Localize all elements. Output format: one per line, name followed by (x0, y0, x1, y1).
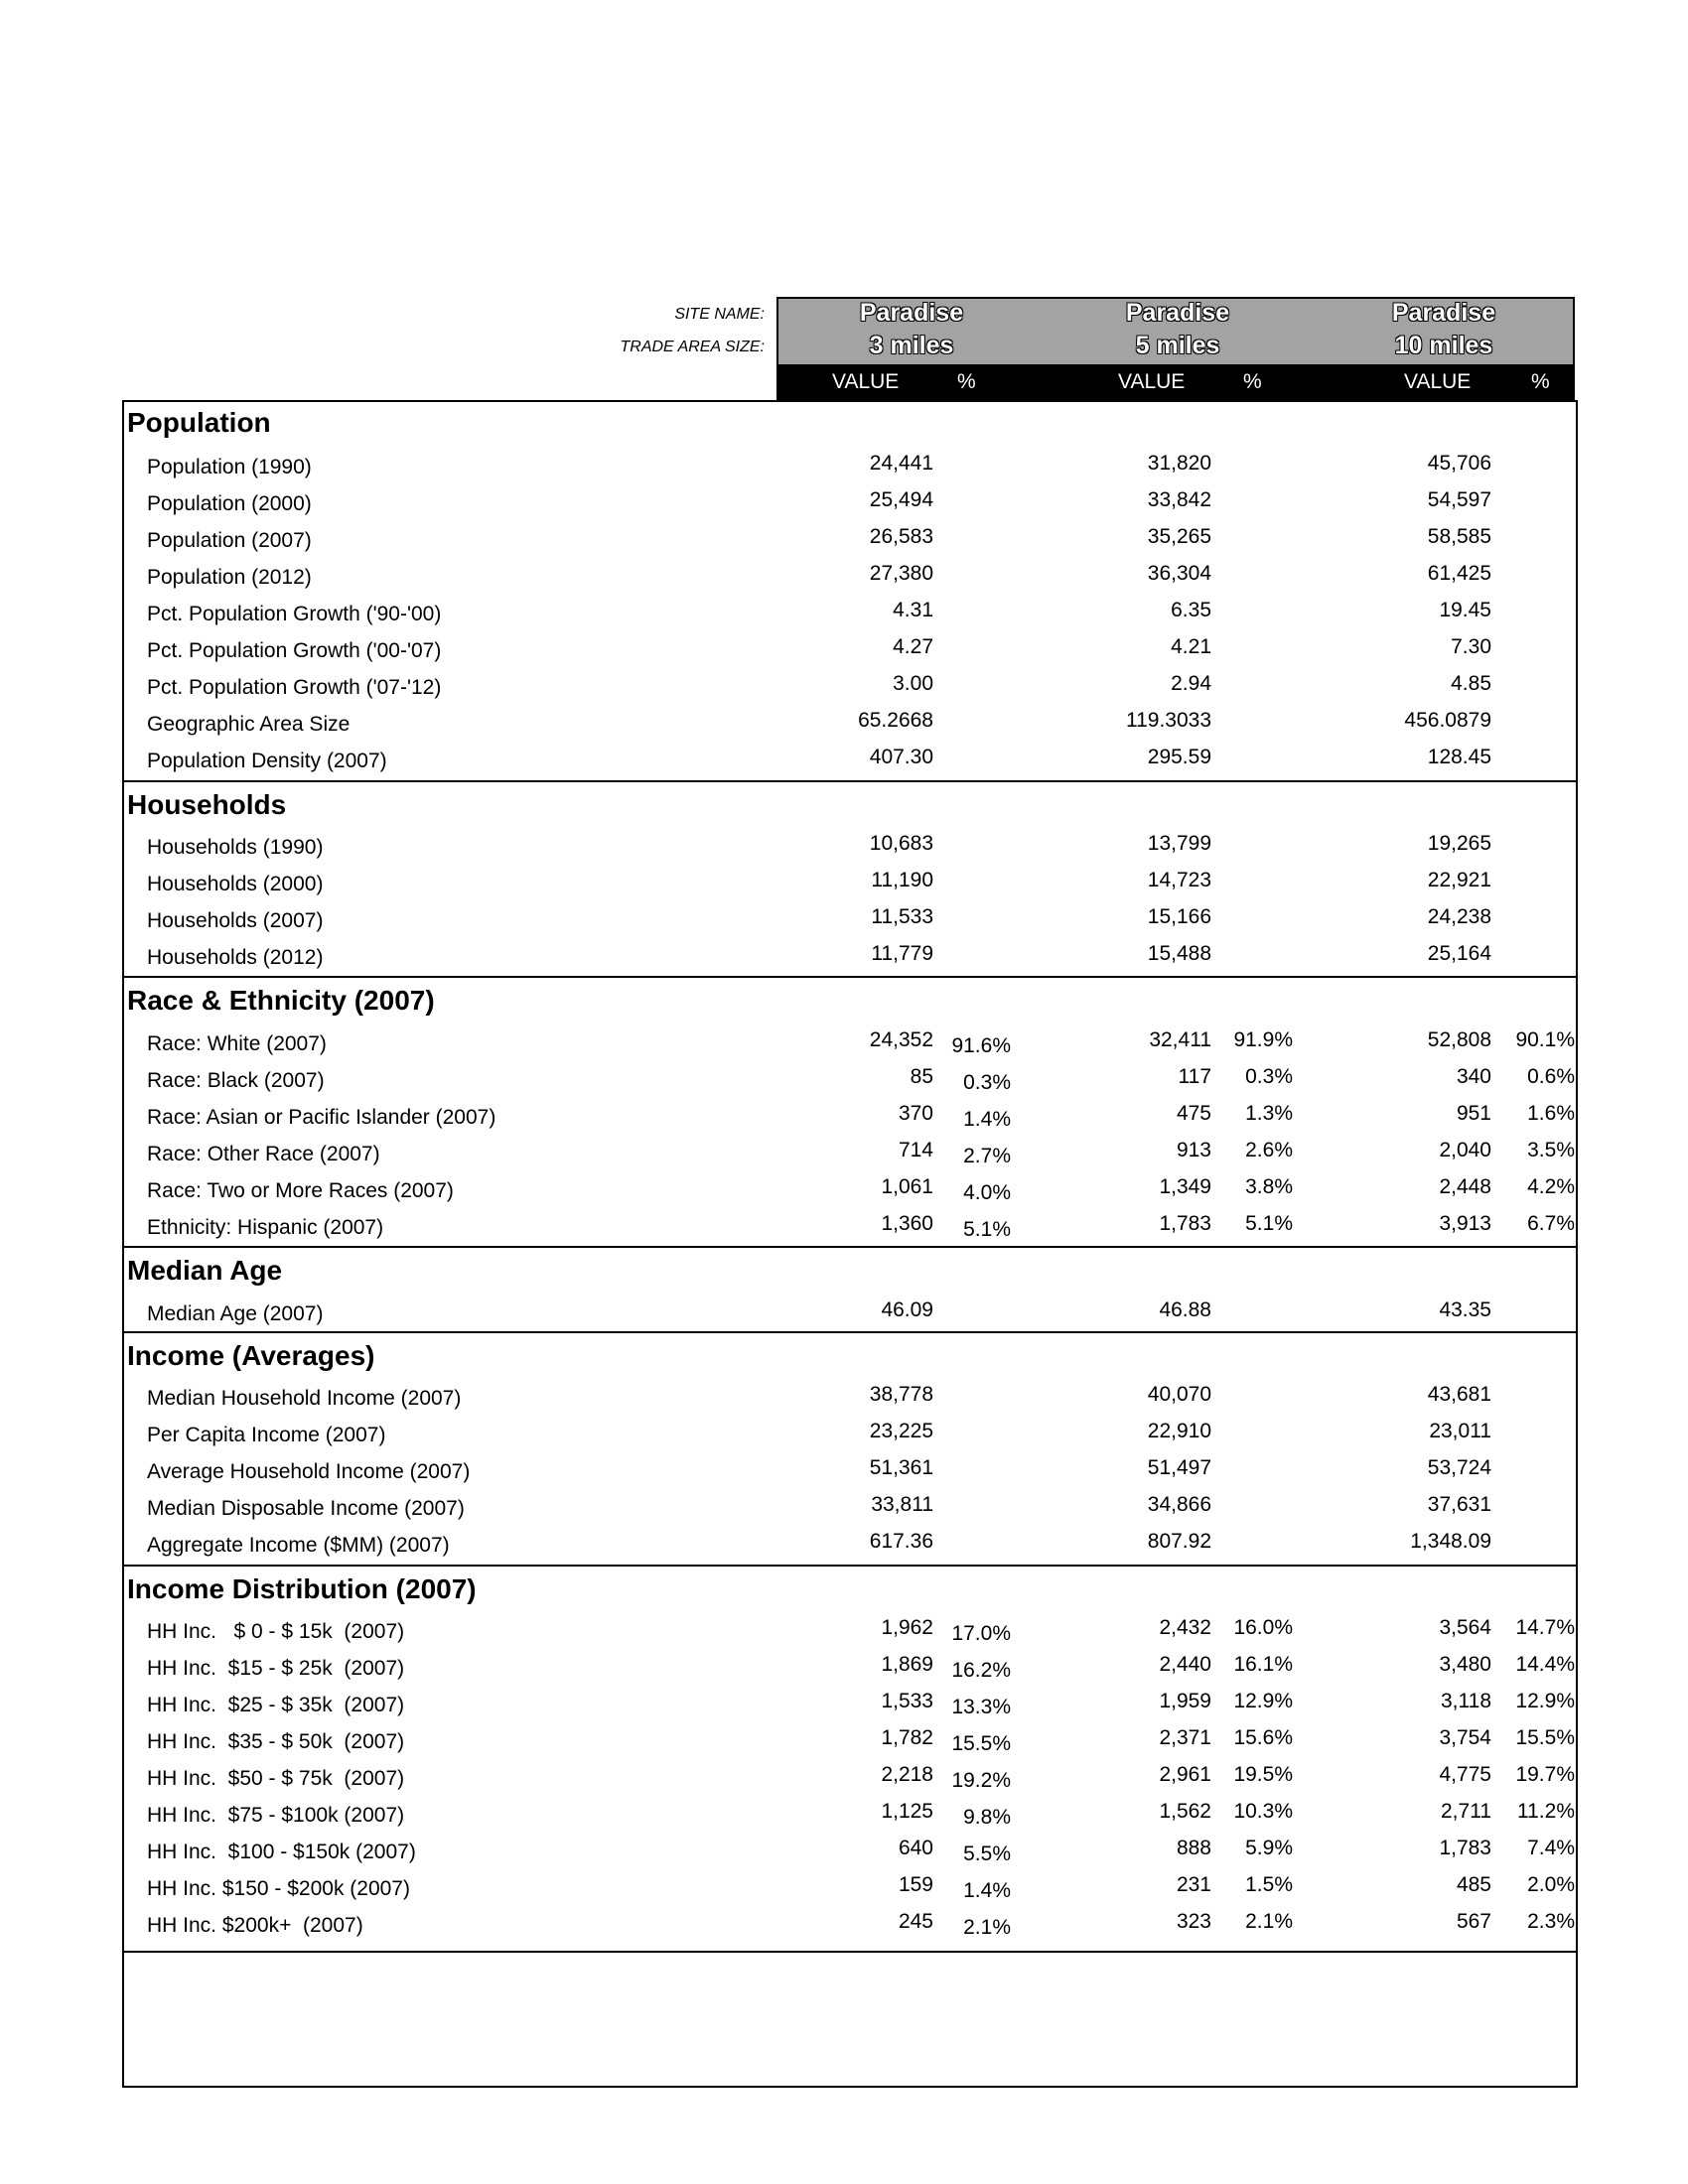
value-cell: 35,265 (1147, 525, 1211, 548)
value-column-header: VALUE (1404, 370, 1472, 393)
value-cell: 913 (1176, 1139, 1211, 1161)
value-cell: 37,631 (1427, 1493, 1491, 1516)
value-cell: 85 (910, 1065, 933, 1088)
value-cell: 951 (1456, 1102, 1491, 1125)
value-cell: 51,497 (1147, 1456, 1211, 1479)
value-cell: 19,265 (1427, 832, 1491, 855)
section-title: Population (127, 407, 271, 438)
trade-area-size: 5 miles (1135, 332, 1220, 359)
value-cell: 159 (898, 1873, 933, 1896)
section-divider (122, 1565, 1578, 1567)
table-row (0, 1763, 1688, 1793)
pct-cell: 12.9% (1515, 1690, 1575, 1712)
row-label: Households (1990) (147, 836, 324, 859)
value-cell: 31,820 (1147, 452, 1211, 475)
value-cell: 2.94 (1171, 672, 1211, 695)
row-label: HH Inc. $15 - $ 25k (2007) (147, 1657, 405, 1680)
table-row (0, 1837, 1688, 1866)
pct-cell: 19.2% (951, 1769, 1011, 1792)
site-header-band (776, 297, 1575, 364)
value-cell: 61,425 (1427, 562, 1491, 585)
row-label: HH Inc. $75 - $100k (2007) (147, 1804, 405, 1827)
pct-cell: 2.3% (1527, 1910, 1575, 1933)
value-cell: 714 (898, 1139, 933, 1161)
value-cell: 25,164 (1427, 942, 1491, 965)
row-label: HH Inc. $50 - $ 75k (2007) (147, 1767, 405, 1790)
value-cell: 1,782 (881, 1726, 933, 1749)
table-row (0, 562, 1688, 592)
value-cell: 567 (1456, 1910, 1491, 1933)
value-cell: 485 (1456, 1873, 1491, 1896)
value-cell: 1,061 (881, 1175, 933, 1198)
pct-cell: 6.7% (1527, 1212, 1575, 1235)
pct-cell: 0.3% (963, 1071, 1011, 1094)
table-row (0, 1873, 1688, 1903)
site-name: Paradise (1125, 299, 1230, 327)
table-row (0, 709, 1688, 739)
pct-cell: 2.7% (963, 1145, 1011, 1167)
row-label: Median Disposable Income (2007) (147, 1497, 465, 1520)
value-cell: 807.92 (1147, 1530, 1211, 1553)
site-column-3 (1311, 297, 1577, 362)
pct-cell: 1.3% (1245, 1102, 1293, 1125)
row-label: Per Capita Income (2007) (147, 1424, 386, 1446)
row-label: Median Household Income (2007) (147, 1387, 462, 1410)
pct-cell: 9.8% (963, 1806, 1011, 1829)
value-cell: 245 (898, 1910, 933, 1933)
value-column-header: VALUE (1118, 370, 1186, 393)
row-label: Race: Two or More Races (2007) (147, 1179, 454, 1202)
value-cell: 617.36 (869, 1530, 933, 1553)
table-row (0, 1910, 1688, 1940)
table-row (0, 599, 1688, 628)
table-row (0, 1139, 1688, 1168)
row-label: Pct. Population Growth ('07-'12) (147, 676, 442, 699)
value-cell: 11,190 (871, 869, 933, 891)
pct-cell: 1.4% (963, 1879, 1011, 1902)
table-row (0, 488, 1688, 518)
value-cell: 15,488 (1147, 942, 1211, 965)
site-name: Paradise (1391, 299, 1496, 327)
pct-cell: 3.8% (1245, 1175, 1293, 1198)
value-cell: 1,783 (1159, 1212, 1211, 1235)
table-row (0, 1420, 1688, 1449)
value-cell: 24,352 (869, 1028, 933, 1051)
value-cell: 46.88 (1159, 1298, 1211, 1321)
row-label: Population (2012) (147, 566, 312, 589)
row-label: Race: Other Race (2007) (147, 1143, 380, 1165)
table-row (0, 635, 1688, 665)
value-cell: 128.45 (1427, 746, 1491, 768)
row-label: HH Inc. $ 0 - $ 15k (2007) (147, 1620, 405, 1643)
pct-cell: 15.5% (951, 1732, 1011, 1755)
table-row (0, 1102, 1688, 1132)
value-cell: 2,040 (1439, 1139, 1491, 1161)
section-divider (122, 1246, 1578, 1248)
value-cell: 34,866 (1147, 1493, 1211, 1516)
value-cell: 43,681 (1427, 1383, 1491, 1406)
row-label: Pct. Population Growth ('00-'07) (147, 639, 442, 662)
section-title: Income (Averages) (127, 1340, 375, 1371)
table-row (0, 1212, 1688, 1242)
value-cell: 1,349 (1159, 1175, 1211, 1198)
pct-cell: 2.1% (1245, 1910, 1293, 1933)
table-row (0, 1726, 1688, 1756)
row-label: Race: White (2007) (147, 1032, 327, 1055)
value-cell: 3,754 (1439, 1726, 1491, 1749)
table-row (0, 869, 1688, 898)
row-label: Population Density (2007) (147, 750, 387, 772)
table-row (0, 832, 1688, 862)
value-cell: 15,166 (1147, 905, 1211, 928)
pct-cell: 12.9% (1233, 1690, 1293, 1712)
table-row (0, 1493, 1688, 1523)
row-label: Population (1990) (147, 456, 312, 478)
row-label: Race: Asian or Pacific Islander (2007) (147, 1106, 496, 1129)
pct-cell: 91.9% (1233, 1028, 1293, 1051)
value-cell: 1,562 (1159, 1800, 1211, 1823)
value-cell: 13,799 (1147, 832, 1211, 855)
table-row (0, 1065, 1688, 1095)
pct-cell: 10.3% (1233, 1800, 1293, 1823)
row-label: Median Age (2007) (147, 1302, 324, 1325)
value-cell: 32,411 (1149, 1028, 1211, 1051)
value-cell: 888 (1176, 1837, 1211, 1859)
row-label: HH Inc. $25 - $ 35k (2007) (147, 1694, 405, 1716)
row-label: HH Inc. $35 - $ 50k (2007) (147, 1730, 405, 1753)
table-row (0, 1298, 1688, 1328)
pct-cell: 1.4% (963, 1108, 1011, 1131)
row-label: Aggregate Income ($MM) (2007) (147, 1534, 450, 1557)
value-cell: 7.30 (1451, 635, 1491, 658)
value-cell: 456.0879 (1404, 709, 1491, 732)
table-row (0, 1653, 1688, 1683)
pct-cell: 2.1% (963, 1916, 1011, 1939)
value-cell: 46.09 (881, 1298, 933, 1321)
value-cell: 26,583 (869, 525, 933, 548)
value-cell: 4.27 (893, 635, 933, 658)
value-cell: 2,371 (1159, 1726, 1211, 1749)
value-cell: 340 (1456, 1065, 1491, 1088)
pct-cell: 13.3% (951, 1696, 1011, 1718)
value-cell: 4.21 (1171, 635, 1211, 658)
value-cell: 19.45 (1439, 599, 1491, 621)
value-cell: 1,533 (881, 1690, 933, 1712)
pct-cell: 17.0% (951, 1622, 1011, 1645)
column-header-band (776, 364, 1575, 401)
value-cell: 2,440 (1159, 1653, 1211, 1676)
pct-cell: 2.0% (1527, 1873, 1575, 1896)
table-row (0, 905, 1688, 935)
value-cell: 22,921 (1427, 869, 1491, 891)
site-name: Paradise (859, 299, 964, 327)
value-cell: 3,564 (1439, 1616, 1491, 1639)
value-cell: 40,070 (1147, 1383, 1211, 1406)
value-cell: 407.30 (869, 746, 933, 768)
table-row (0, 1616, 1688, 1646)
value-cell: 53,724 (1427, 1456, 1491, 1479)
row-label: Ethnicity: Hispanic (2007) (147, 1216, 384, 1239)
pct-cell: 7.4% (1527, 1837, 1575, 1859)
value-cell: 323 (1176, 1910, 1211, 1933)
pct-cell: 16.1% (1233, 1653, 1293, 1676)
value-cell: 10,683 (869, 832, 933, 855)
table-bottom-divider (122, 1951, 1578, 1953)
table-row (0, 1530, 1688, 1560)
pct-cell: 90.1% (1515, 1028, 1575, 1051)
table-row (0, 452, 1688, 481)
row-label: Average Household Income (2007) (147, 1460, 471, 1483)
pct-cell: 0.3% (1245, 1065, 1293, 1088)
row-label: Households (2007) (147, 909, 324, 932)
pct-cell: 14.4% (1515, 1653, 1575, 1676)
section-title: Income Distribution (2007) (127, 1573, 477, 1604)
row-label: Population (2007) (147, 529, 312, 552)
table-row (0, 672, 1688, 702)
value-cell: 3,913 (1439, 1212, 1491, 1235)
value-cell: 4,775 (1439, 1763, 1491, 1786)
value-cell: 33,842 (1147, 488, 1211, 511)
pct-cell: 4.2% (1527, 1175, 1575, 1198)
value-column-header: VALUE (832, 370, 900, 393)
value-cell: 1,869 (881, 1653, 933, 1676)
value-cell: 640 (898, 1837, 933, 1859)
pct-cell: 5.1% (963, 1218, 1011, 1241)
pct-cell: 5.5% (963, 1843, 1011, 1865)
table-row (0, 942, 1688, 972)
value-cell: 65.2668 (858, 709, 933, 732)
value-cell: 3,480 (1439, 1653, 1491, 1676)
row-label: HH Inc. $150 - $200k (2007) (147, 1877, 410, 1900)
value-cell: 14,723 (1147, 869, 1211, 891)
pct-column-header: % (1243, 370, 1262, 393)
trade-area-size: 10 miles (1394, 332, 1493, 359)
pct-column-header: % (957, 370, 976, 393)
value-cell: 2,218 (881, 1763, 933, 1786)
pct-cell: 2.6% (1245, 1139, 1293, 1161)
row-label: HH Inc. $200k+ (2007) (147, 1914, 363, 1937)
value-cell: 2,711 (1441, 1800, 1491, 1823)
pct-cell: 1.5% (1245, 1873, 1293, 1896)
value-cell: 23,225 (869, 1420, 933, 1442)
row-label: Pct. Population Growth ('90-'00) (147, 603, 442, 625)
pct-cell: 0.6% (1527, 1065, 1575, 1088)
table-row (0, 1175, 1688, 1205)
value-cell: 1,783 (1439, 1837, 1491, 1859)
pct-cell: 11.2% (1517, 1800, 1575, 1823)
pct-cell: 19.5% (1233, 1763, 1293, 1786)
value-cell: 52,808 (1427, 1028, 1491, 1051)
value-cell: 23,011 (1429, 1420, 1491, 1442)
section-title: Households (127, 789, 287, 820)
site-column-2 (1045, 297, 1311, 362)
value-cell: 1,125 (881, 1800, 933, 1823)
table-row (0, 746, 1688, 775)
value-cell: 45,706 (1427, 452, 1491, 475)
pct-cell: 15.6% (1233, 1726, 1293, 1749)
value-cell: 2,961 (1159, 1763, 1211, 1786)
value-cell: 27,380 (869, 562, 933, 585)
table-row (0, 525, 1688, 555)
pct-cell: 3.5% (1527, 1139, 1575, 1161)
row-label: Households (2000) (147, 873, 324, 895)
value-cell: 24,238 (1427, 905, 1491, 928)
value-cell: 4.31 (893, 599, 933, 621)
value-cell: 1,360 (881, 1212, 933, 1235)
pct-cell: 19.7% (1515, 1763, 1575, 1786)
value-cell: 51,361 (869, 1456, 933, 1479)
section-title: Race & Ethnicity (2007) (127, 985, 435, 1016)
value-cell: 3.00 (893, 672, 933, 695)
value-cell: 22,910 (1147, 1420, 1211, 1442)
value-cell: 2,448 (1439, 1175, 1491, 1198)
value-cell: 117 (1178, 1065, 1211, 1088)
table-row (0, 1690, 1688, 1719)
value-cell: 25,494 (869, 488, 933, 511)
value-cell: 2,432 (1159, 1616, 1211, 1639)
value-cell: 11,533 (871, 905, 933, 928)
value-cell: 1,348.09 (1410, 1530, 1491, 1553)
row-label: HH Inc. $100 - $150k (2007) (147, 1841, 416, 1863)
trade-area-size-label: TRADE AREA SIZE: (620, 339, 765, 355)
value-cell: 58,585 (1427, 525, 1491, 548)
table-row (0, 1456, 1688, 1486)
section-divider (122, 780, 1578, 782)
value-cell: 33,811 (871, 1493, 933, 1516)
row-label: Households (2012) (147, 946, 324, 969)
row-label: Geographic Area Size (147, 713, 351, 736)
value-cell: 119.3033 (1125, 709, 1211, 732)
pct-cell: 5.9% (1245, 1837, 1293, 1859)
site-name-label: SITE NAME: (674, 306, 765, 323)
pct-cell: 1.6% (1527, 1102, 1575, 1125)
value-cell: 295.59 (1147, 746, 1211, 768)
value-cell: 475 (1176, 1102, 1211, 1125)
pct-cell: 16.2% (951, 1659, 1011, 1682)
value-cell: 38,778 (869, 1383, 933, 1406)
pct-column-header: % (1531, 370, 1550, 393)
section-title: Median Age (127, 1255, 283, 1286)
value-cell: 4.85 (1451, 672, 1491, 695)
table-row (0, 1383, 1688, 1413)
pct-cell: 16.0% (1233, 1616, 1293, 1639)
value-cell: 3,118 (1441, 1690, 1491, 1712)
value-cell: 231 (1176, 1873, 1211, 1896)
row-label: Population (2000) (147, 492, 312, 515)
pct-cell: 15.5% (1515, 1726, 1575, 1749)
value-cell: 6.35 (1171, 599, 1211, 621)
value-cell: 370 (898, 1102, 933, 1125)
pct-cell: 4.0% (963, 1181, 1011, 1204)
pct-cell: 5.1% (1245, 1212, 1293, 1235)
value-cell: 54,597 (1427, 488, 1491, 511)
value-cell: 24,441 (869, 452, 933, 475)
site-column-1 (778, 297, 1045, 362)
table-row (0, 1028, 1688, 1058)
value-cell: 36,304 (1147, 562, 1211, 585)
value-cell: 11,779 (871, 942, 933, 965)
trade-area-size: 3 miles (869, 332, 954, 359)
pct-cell: 14.7% (1515, 1616, 1575, 1639)
value-cell: 1,962 (881, 1616, 933, 1639)
section-divider (122, 1331, 1578, 1333)
table-row (0, 1800, 1688, 1830)
value-cell: 1,959 (1159, 1690, 1211, 1712)
value-cell: 43.35 (1439, 1298, 1491, 1321)
pct-cell: 91.6% (951, 1034, 1011, 1057)
section-divider (122, 976, 1578, 978)
row-label: Race: Black (2007) (147, 1069, 325, 1092)
